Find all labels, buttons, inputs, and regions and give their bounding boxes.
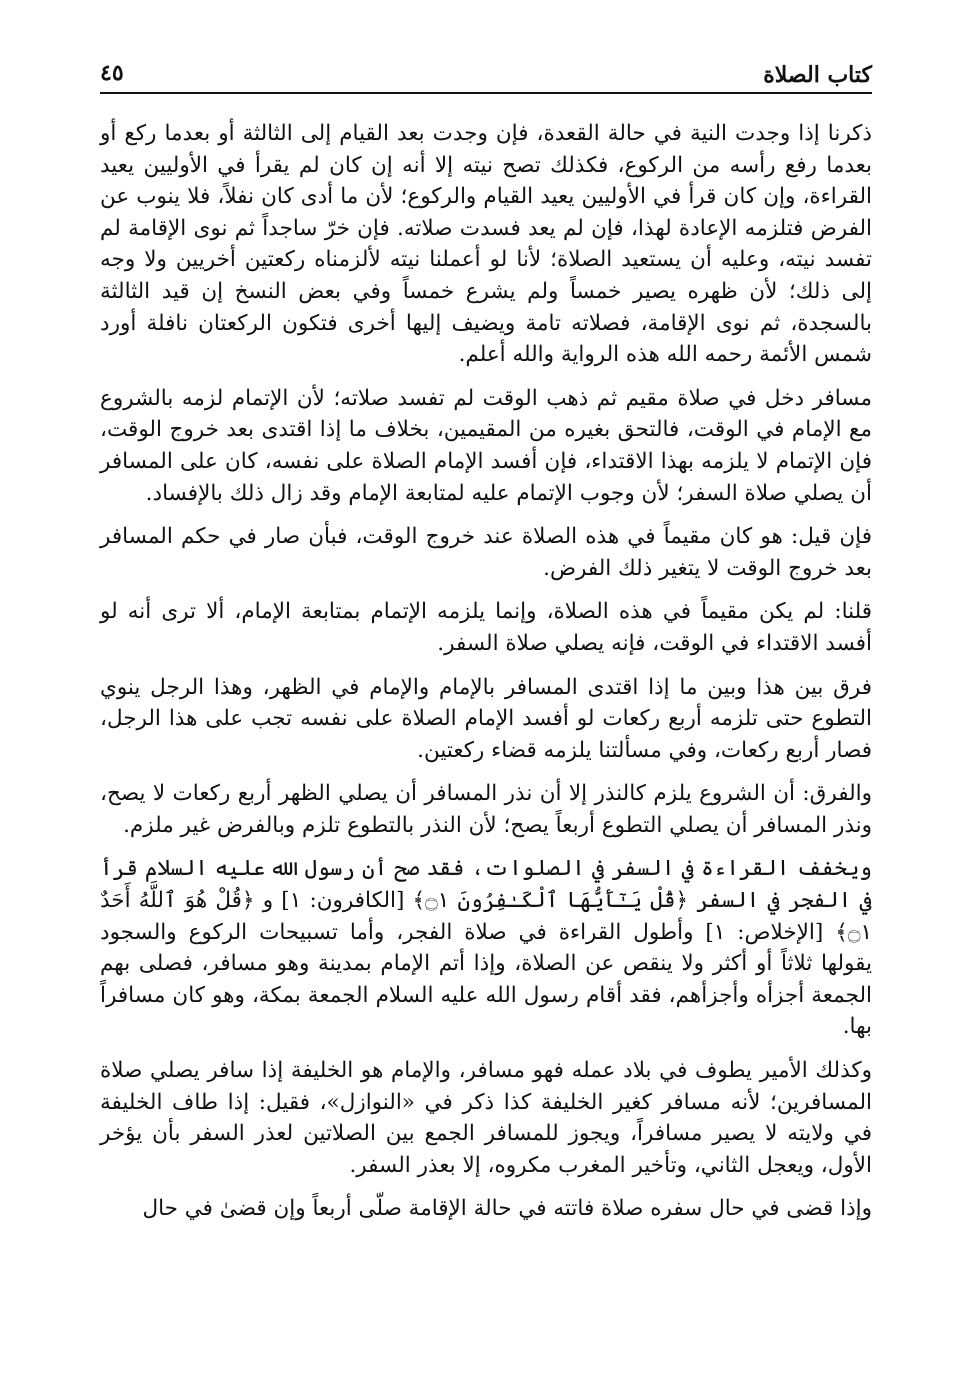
paragraph: فرق بين هذا وبين ما إذا اقتدى المسافر بالإمام والإمام في الظهر، وهذا الرجل ينوي التطوع حتى تلزمه أربع ركعات لو أفسد الإمام الصلاة على نفسه تجب على هذا الرجل، فصار أربع ركعات، وفي مسألتنا يلزمه قضاء ركعتين. [100,674,872,763]
paragraph: وإذا قضى في حال سفره صلاة فاتته في حالة الإقامة صلّى أربعاً وإن قضىٰ في حال [142,1196,872,1222]
page-title: كتاب الصلاة [763,62,872,88]
paragraph: ذكرنا إذا وجدت النية في حالة القعدة، فإن وجدت بعد القيام إلى الثالثة أو بعدما ركع أو بعدما رفع رأسه من الركوع، فكذلك تصح نيته إلا أنه إن كان لم يقرأ في الأوليين يعيد القراءة، وإن كان قرأ في الأوليين يعيد القيام والركوع؛ لأن ما أدى كان نفلاً، فلا ينوب عن الفرض فتلزمه الإعادة لهذا، فإن لم يعد فسدت صلاته. فإن خرّ ساجداً ثم نوى الإقامة لم تفسد نيته، وعليه أن يستعيد الصلاة؛ لأنا لو أعملنا نيته لألزمناه ركعتين أخريين ولا وجه إلى ذلك؛ لأن ظهره يصير خمساً ولم يشرع خمساً وفي بعض النسخ إن قيد الثالثة بالسجدة، ثم نوى الإقامة، فصلاته تامة ويضيف إليها أخرى فتكون الركعتان نافلة أورد شمس الأئمة رحمه الله هذه الرواية والله أعلم. [100,121,873,368]
paragraph: ويخفف القراءة في السفر في الصلوات، فقد صح أن رسول الله عليه السلام قرأ في الفجر في السفر ﴿قُلْ يَـٰٓأَيُّهَا ٱلْكَـٰفِرُونَ ۝١﴾ [الكافرون: ١] و ﴿قُلْ هُوَ ٱللَّهُ أَحَدٌ ۝١﴾ [الإخلاص: ١] وأطول القراءة في صلاة الفجر، وأما تسبيحات الركوع والسجود يقولها ثلاثاً أو أكثر ولا ينقص عن الصلاة، وإذا أتم الإمام بمدينة وهو مسافر، فصلى بهم الجمعة أجزأه وأجزأهم، فقد أقام رسول الله عليه السلام الجمعة بمكة، وهو كان مسافراً بها. [100,856,873,1040]
page-number: ٤٥ [100,60,124,86]
paragraph: قلنا: لم يكن مقيماً في هذه الصلاة، وإنما يلزمه الإتمام بمتابعة الإمام، ألا ترى أنه لو أفسد الاقتداء في الوقت، فإنه يصلي صلاة السفر. [100,599,872,656]
paragraph: مسافر دخل في صلاة مقيم ثم ذهب الوقت لم تفسد صلاته؛ لأن الإتمام لزمه بالشروع مع الإمام في الوقت، فالتحق بغيره من المقيمين، بخلاف ما إذا اقتدى بعد خروج الوقت، فإن الإتمام لا يلزمه بهذا الاقتداء، فإن أفسد الإمام الصلاة على نفسه، كان على المسافر أن يصلي صلاة السفر؛ لأن وجوب الإتمام عليه لمتابعة الإمام وقد زال ذلك بالإفساد. [100,385,872,506]
paragraph: فإن قيل: هو كان مقيماً في هذه الصلاة عند خروج الوقت، فبأن صار في حكم المسافر بعد خروج الوقت لا يتغير ذلك الفرض. [100,524,872,581]
paragraph: وكذلك الأمير يطوف في بلاد عمله فهو مسافر، والإمام هو الخليفة إذا سافر يصلي صلاة المسافرين؛ لأنه مسافر كغير الخليفة كذا ذكر في «النوازل»، فقيل: إذا طاف الخليفة في ولايته لا يصير مسافراً، ويجوز للمسافر الجمع بين الصلاتين لعذر السفر بأن يؤخر الأول، ويعجل الثاني، وتأخير المغرب مكروه، إلا بعذر السفر. [100,1058,872,1178]
page-header [100,48,872,94]
paragraph: والفرق: أن الشروع يلزم كالنذر إلا أن نذر المسافر أن يصلي الظهر أربع ركعات لا يصح، ونذر المسافر أن يصلي التطوع أربعاً يصح؛ لأن النذر بالتطوع تلزم وبالفرض غير ملزم. [100,781,872,838]
page-body [100,118,872,1237]
